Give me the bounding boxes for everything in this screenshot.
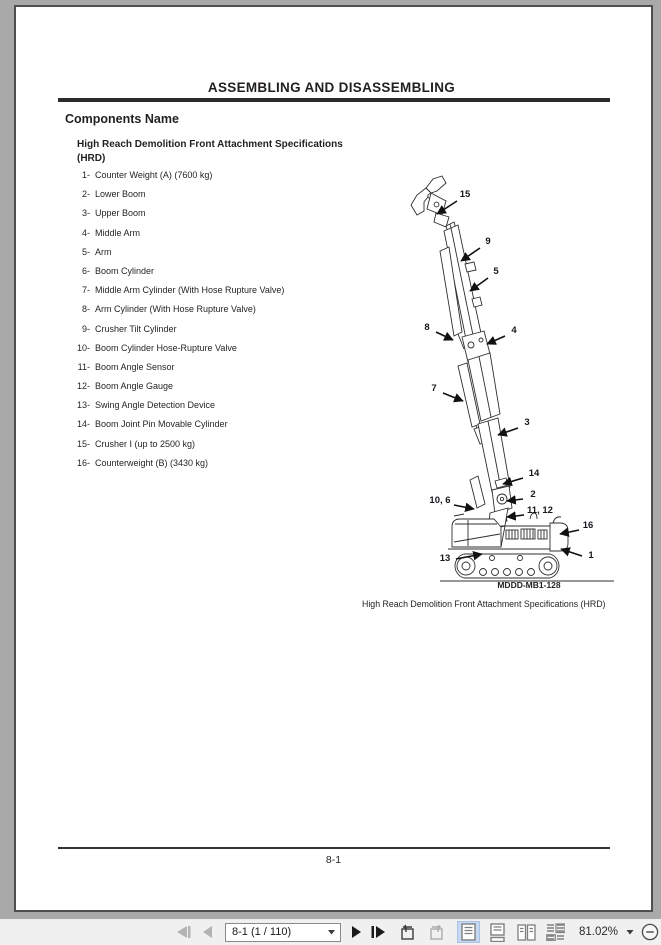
subsection-title xyxy=(77,138,367,165)
chapter-header: ASSEMBLING AND DISASSEMBLING xyxy=(207,80,456,95)
callout-label: 10, 6 xyxy=(429,495,451,506)
zoom-out-button[interactable] xyxy=(641,923,659,941)
facing-pages-icon xyxy=(517,924,536,941)
callout-label: 9 xyxy=(485,236,491,247)
page-number: 8-1 xyxy=(325,854,342,866)
previous-page-button[interactable] xyxy=(203,925,213,939)
callout-label: 4 xyxy=(511,325,517,336)
single-page-icon xyxy=(461,923,476,941)
subsection-title-line2: (HRD) xyxy=(77,152,106,164)
header-double-rule xyxy=(58,98,610,102)
callout-label: 1 xyxy=(588,550,594,561)
callout-label: 11, 12 xyxy=(527,505,553,516)
first-page-icon xyxy=(176,925,191,939)
list-item: 16- Counterweight (B) (3430 kg) xyxy=(76,457,209,468)
circle-minus-icon xyxy=(641,923,659,941)
list-item: 10- Boom Cylinder Hose-Rupture Valve xyxy=(76,342,237,353)
list-item: 8- Arm Cylinder (With Hose Rupture Valve) xyxy=(81,304,256,315)
next-page-icon xyxy=(351,925,361,939)
components-list xyxy=(68,171,388,478)
callout-label: 8 xyxy=(424,322,430,333)
footer-rule xyxy=(58,847,610,849)
subsection-title-line1: High Reach Demolition Front Attachment Specifications xyxy=(77,139,343,150)
next-view-icon xyxy=(428,924,445,940)
figure-caption: High Reach Demolition Front Attachment Specifications (HRD) xyxy=(362,599,606,609)
callout-label: 13 xyxy=(439,553,451,564)
section-title: Components Name xyxy=(65,112,179,126)
callout-label: 5 xyxy=(493,266,499,277)
facing-continuous-icon xyxy=(546,923,565,941)
last-page-button[interactable] xyxy=(371,925,386,939)
list-item: 1- Counter Weight (A) (7600 kg) xyxy=(81,170,213,180)
previous-page-icon xyxy=(203,925,213,939)
zoom-level-value[interactable]: 81.02% xyxy=(579,926,619,938)
list-item: 3- Upper Boom xyxy=(81,208,146,219)
callout-label: 16 xyxy=(582,520,594,531)
callout-label: 2 xyxy=(530,489,536,500)
page-field-value: 8-1 (1 / 110) xyxy=(232,926,292,938)
callout-label: 14 xyxy=(528,468,540,479)
layout-continuous-button[interactable] xyxy=(486,921,509,943)
last-page-icon xyxy=(371,925,386,939)
viewer-toolbar xyxy=(0,919,661,945)
caret-down-icon xyxy=(626,930,634,935)
excavator-diagram xyxy=(404,174,619,592)
list-item: 13- Swing Angle Detection Device xyxy=(76,400,216,411)
list-item: 9- Crusher Tilt Cylinder xyxy=(81,323,177,334)
list-item: 7- Middle Arm Cylinder (With Hose Rupture Valve) xyxy=(81,285,285,296)
list-item: 2- Lower Boom xyxy=(81,189,146,200)
zoom-dropdown-button[interactable] xyxy=(626,930,634,935)
previous-view-button[interactable] xyxy=(399,924,416,940)
continuous-pages-icon xyxy=(490,923,505,942)
layout-single-page-button[interactable] xyxy=(457,921,480,943)
list-item: 6- Boom Cylinder xyxy=(81,265,155,276)
list-item: 5- Arm xyxy=(81,246,112,257)
figure-code: MDDD-MB1-128 xyxy=(497,580,561,590)
caret-down-icon xyxy=(328,930,335,935)
first-page-button[interactable] xyxy=(176,925,191,939)
list-item: 14- Boom Joint Pin Movable Cylinder xyxy=(76,419,228,430)
callout-label: 3 xyxy=(524,417,530,428)
document-page xyxy=(14,5,653,912)
next-view-button[interactable] xyxy=(428,924,445,940)
layout-two-page-continuous-button[interactable] xyxy=(544,921,567,943)
list-item: 12- Boom Angle Gauge xyxy=(76,381,174,392)
list-item: 15- Crusher I (up to 2500 kg) xyxy=(76,438,196,449)
callout-label: 15 xyxy=(459,189,471,200)
next-page-button[interactable] xyxy=(351,925,361,939)
layout-two-pages-button[interactable] xyxy=(515,921,538,943)
previous-view-icon xyxy=(399,924,416,940)
callout-label: 7 xyxy=(431,383,437,394)
page-number-field[interactable] xyxy=(225,923,341,942)
list-item: 11- Boom Angle Sensor xyxy=(77,361,175,372)
list-item: 4- Middle Arm xyxy=(81,227,141,238)
